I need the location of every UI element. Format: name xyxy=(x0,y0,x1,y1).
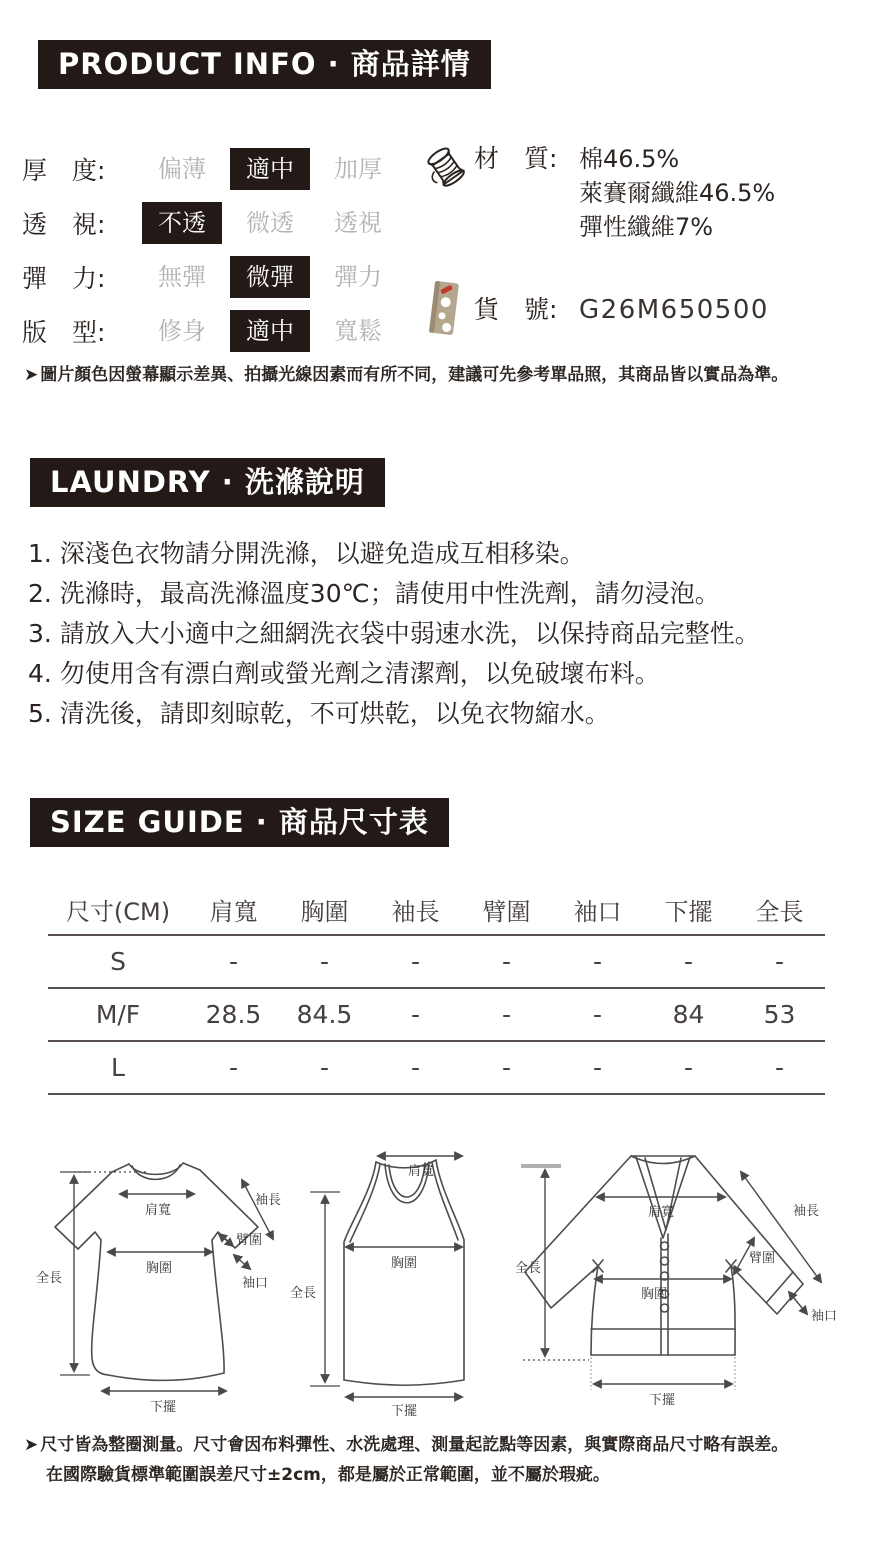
item-number-label: 貨 號: xyxy=(474,295,558,324)
laundry-instruction-list xyxy=(28,534,760,734)
attribute-option: 彈力 xyxy=(334,263,382,291)
material-label: 材 質: xyxy=(474,144,558,173)
value-cell: - xyxy=(734,935,825,988)
item-number-value: G26M650500 xyxy=(579,295,769,325)
cardigan-shoulder-label: 肩寬 xyxy=(648,1205,675,1220)
attribute-label: 版 型: xyxy=(22,318,106,347)
value-cell: 84.5 xyxy=(279,988,370,1041)
measurement-diagrams xyxy=(28,1142,873,1417)
value-cell: - xyxy=(643,1041,734,1094)
attribute-label: 透 視: xyxy=(22,210,106,239)
laundry-item: 5. 清洗後，請即刻晾乾，不可烘乾，以免衣物縮水。 xyxy=(28,699,610,728)
attribute-option: 透視 xyxy=(334,209,382,237)
note-text: 圖片顏色因螢幕顯示差異、拍攝光線因素而有所不同，建議可先參考單品照，其商品皆以實品為準。 xyxy=(40,365,789,385)
measurement-disclaimer-note xyxy=(24,1430,854,1490)
tank-hem-label: 下擺 xyxy=(391,1404,418,1417)
value-cell: - xyxy=(552,1041,643,1094)
arrow-bullet-icon: ➤ xyxy=(24,1435,39,1455)
value-cell: - xyxy=(188,935,279,988)
table-row-size-mf xyxy=(48,988,825,1041)
attribute-option: 加厚 xyxy=(334,155,382,183)
value-cell: - xyxy=(643,935,734,988)
table-row-size-s xyxy=(48,935,825,988)
column-header: 袖長 xyxy=(370,885,461,935)
column-header: 肩寬 xyxy=(188,885,279,935)
thread-spool-icon xyxy=(424,142,474,194)
material-row xyxy=(424,142,869,244)
column-header: 尺寸(CM) xyxy=(48,885,188,935)
attribute-option: 寬鬆 xyxy=(334,317,382,345)
tshirt-full-length-label: 全長 xyxy=(36,1271,63,1286)
cardigan-chest-label: 胸圍 xyxy=(641,1287,668,1302)
product-info-header: PRODUCT INFO · 商品詳情 xyxy=(38,40,491,89)
tshirt-arm-label: 臂圍 xyxy=(236,1233,263,1248)
tank-full-length-label: 全長 xyxy=(290,1286,317,1301)
material-section xyxy=(424,142,869,342)
value-cell: - xyxy=(734,1041,825,1094)
value-cell: 53 xyxy=(734,988,825,1041)
attribute-label: 厚 度: xyxy=(22,156,106,185)
column-header: 全長 xyxy=(734,885,825,935)
laundry-item: 3. 請放入大小適中之細網洗衣袋中弱速水洗，以保持商品完整性。 xyxy=(28,619,760,648)
value-cell: - xyxy=(279,1041,370,1094)
attribute-option: 修身 xyxy=(158,317,206,345)
size-cell: L xyxy=(48,1041,188,1094)
value-cell: - xyxy=(279,935,370,988)
laundry-item: 2. 洗滌時，最高洗滌溫度30℃；請使用中性洗劑，請勿浸泡。 xyxy=(28,579,720,608)
tank-chest-label: 胸圍 xyxy=(391,1256,418,1271)
note-text: 尺寸皆為整圈測量。尺寸會因布料彈性、水洗處理、測量起訖點等因素，與實際商品尺寸略有誤差。 xyxy=(40,1435,789,1455)
value-cell: - xyxy=(370,1041,461,1094)
attribute-row-transparency xyxy=(22,196,422,250)
cardigan-full-length-label: 全長 xyxy=(515,1261,542,1276)
laundry-header: LAUNDRY · 洗滌說明 xyxy=(30,458,385,507)
material-value: 萊賽爾纖維46.5% xyxy=(579,179,776,207)
item-number-row xyxy=(424,278,869,342)
attribute-list xyxy=(22,142,422,358)
value-cell: - xyxy=(188,1041,279,1094)
tank-measurement-diagram xyxy=(288,1142,503,1417)
attribute-option: 偏薄 xyxy=(158,155,206,183)
cardigan-hem-label: 下擺 xyxy=(649,1393,676,1408)
value-cell: - xyxy=(370,988,461,1041)
note-line xyxy=(24,1430,854,1460)
column-header: 胸圍 xyxy=(279,885,370,935)
value-cell: 28.5 xyxy=(188,988,279,1041)
material-value: 彈性纖維7% xyxy=(579,213,714,241)
attribute-row-fit xyxy=(22,304,422,358)
attribute-row-elasticity xyxy=(22,250,422,304)
tshirt-shoulder-label: 肩寬 xyxy=(145,1203,172,1218)
size-cell: M/F xyxy=(48,988,188,1041)
tshirt-chest-label: 胸圍 xyxy=(146,1261,173,1276)
arrow-bullet-icon: ➤ xyxy=(24,365,39,385)
tank-shoulder-label: 肩寬 xyxy=(408,1164,435,1179)
value-cell: - xyxy=(461,1041,552,1094)
table-row-size-l xyxy=(48,1041,825,1094)
tshirt-cuff-label: 袖口 xyxy=(242,1276,269,1291)
attribute-option: 無彈 xyxy=(158,263,206,291)
value-cell: - xyxy=(461,935,552,988)
laundry-item: 4. 勿使用含有漂白劑或螢光劑之清潔劑，以免破壞布料。 xyxy=(28,659,660,688)
column-header: 臂圍 xyxy=(461,885,552,935)
cardigan-cuff-label: 袖口 xyxy=(811,1309,838,1324)
attribute-option-selected: 適中 xyxy=(230,148,310,190)
laundry-item: 1. 深淺色衣物請分開洗滌，以避免造成互相移染。 xyxy=(28,539,585,568)
attribute-option: 微透 xyxy=(246,209,294,237)
value-cell: - xyxy=(552,988,643,1041)
tshirt-hem-label: 下擺 xyxy=(150,1400,177,1415)
value-cell: - xyxy=(552,935,643,988)
value-cell: 84 xyxy=(643,988,734,1041)
cardigan-arm-label: 臂圍 xyxy=(749,1251,776,1266)
size-cell: S xyxy=(48,935,188,988)
size-guide-header: SIZE GUIDE · 商品尺寸表 xyxy=(30,798,449,847)
cardigan-sleeve-label: 袖長 xyxy=(793,1204,820,1219)
size-table-header-row xyxy=(48,885,825,935)
attribute-label: 彈 力: xyxy=(22,264,106,293)
column-header: 下擺 xyxy=(643,885,734,935)
attribute-option-selected: 微彈 xyxy=(230,256,310,298)
note-line: 在國際驗貨標準範圍誤差尺寸±2cm，都是屬於正常範圍，並不屬於瑕疵。 xyxy=(46,1465,610,1485)
value-cell: - xyxy=(370,935,461,988)
tshirt-measurement-diagram xyxy=(28,1142,288,1417)
value-cell: - xyxy=(461,988,552,1041)
clothing-tag-icon xyxy=(424,278,474,342)
material-value: 棉46.5% xyxy=(579,145,680,173)
attribute-option-selected: 不透 xyxy=(142,202,222,244)
material-values xyxy=(579,142,775,244)
tshirt-sleeve-label: 袖長 xyxy=(255,1193,282,1208)
column-header: 袖口 xyxy=(552,885,643,935)
cardigan-measurement-diagram xyxy=(503,1142,873,1417)
attribute-row-thickness xyxy=(22,142,422,196)
color-disclaimer-note xyxy=(24,360,788,390)
attribute-option-selected: 適中 xyxy=(230,310,310,352)
size-table xyxy=(48,885,825,1095)
